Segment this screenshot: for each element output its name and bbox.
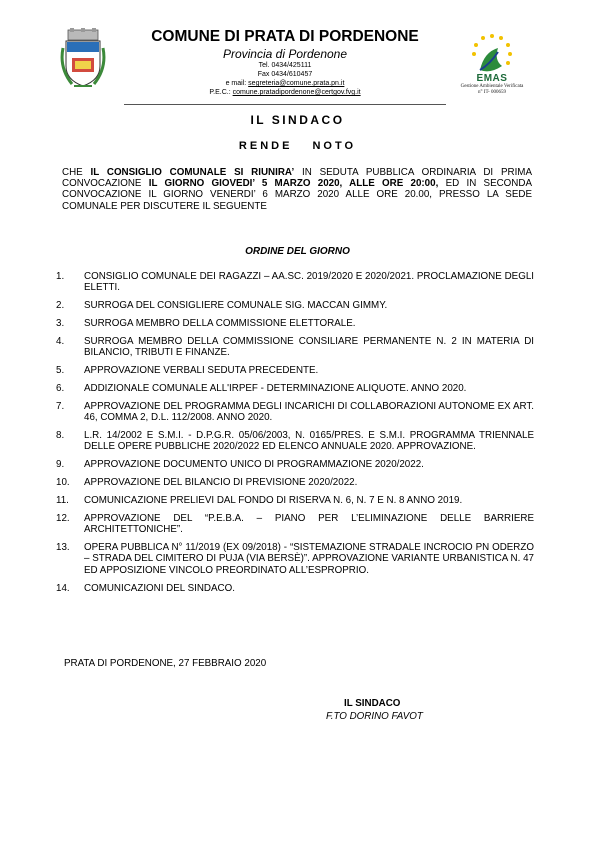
- agenda-item: [56, 383, 534, 394]
- agenda-item-number: 5.: [56, 365, 65, 377]
- emas-caption-line-1: Gestione Ambientale Verificata: [460, 84, 524, 89]
- agenda-item-text: L.R. 14/2002 E S.M.I. - D.P.G.R. 05/06/2003, N. 0165/PRES. E S.M.I. PROGRAMMA TRIENNALE DELLE OPERE PUBBLICHE 2020/2022 ED ELENCO ANNUALE 2020. APPROVAZIONE.: [84, 430, 534, 453]
- agenda-item-number: 8.: [56, 430, 65, 442]
- contact-tel: Tel. 0434/425111: [258, 62, 312, 69]
- agenda-item-number: 4.: [56, 335, 65, 347]
- contact-fax: Fax 0434/610457: [257, 71, 313, 78]
- agenda-item-number: 14.: [56, 582, 70, 594]
- agenda-item: [56, 401, 534, 424]
- agenda-item: [56, 583, 534, 594]
- agenda-item: [56, 513, 534, 536]
- issuer-heading: IL SINDACO: [250, 113, 345, 127]
- agenda-item: [56, 459, 534, 470]
- agenda-item-text: APPROVAZIONE DOCUMENTO UNICO DI PROGRAMMAZIONE 2020/2022.: [84, 459, 424, 471]
- intro-part-2: IL CONSIGLIO COMUNALE SI RIUNIRA’: [90, 167, 295, 178]
- agenda-item-text: SURROGA MEMBRO DELLA COMMISSIONE ELETTORALE.: [84, 318, 356, 330]
- agenda-item-text: ADDIZIONALE COMUNALE ALL'IRPEF - DETERMINAZIONE ALIQUOTE. ANNO 2020.: [84, 383, 467, 395]
- intro-part-1: CHE: [62, 167, 91, 178]
- intro-part-4: IL GIORNO GIOVEDI’ 5 MARZO 2020, ALLE ORE 20:00,: [148, 178, 439, 190]
- agenda-item-text: COMUNICAZIONE PRELIEVI DAL FONDO DI RISERVA N. 6, N. 7 E N. 8 ANNO 2019.: [84, 495, 463, 507]
- agenda-item-number: 11.: [56, 495, 69, 507]
- pec-label: P.E.C.:: [209, 89, 231, 96]
- agenda-item-text: OPERA PUBBLICA N° 11/2019 (EX 09/2018) - “SISTEMAZIONE STRADALE INCROCIO PN ODERZO – STRADA DEL CIMITERO DI PUJA (VIA BERSÈ)”. APPROVAZIONE VARIANTE URBANISTICA N. 47 ED APPOSIZIONE VINCOLO PREORDINATO ALL’ESPROPRIO.: [84, 542, 534, 576]
- emas-wordmark: EMAS: [476, 73, 508, 84]
- agenda-item-text: APPROVAZIONE DEL “P.E.B.A. – PIANO PER L’ELIMINAZIONE DELLE BARRIERE ARCHITETTONICHE”.: [84, 512, 534, 536]
- agenda-item-number: 1.: [56, 271, 65, 282]
- agenda-item-text: APPROVAZIONE DEL PROGRAMMA DEGLI INCARICHI DI COLLABORAZIONI AUTONOME EX ART. 46, COMMA 2, D.L. 112/2008. ANNO 2020.: [84, 400, 534, 424]
- agenda-item-text: APPROVAZIONE VERBALI SEDUTA PRECEDENTE.: [84, 365, 319, 377]
- agenda-item-number: 10.: [56, 477, 70, 489]
- agenda-title: ORDINE DEL GIORNO: [245, 246, 350, 257]
- agenda-item: [56, 430, 534, 453]
- agenda-item: [56, 300, 534, 311]
- agenda-item: [56, 542, 534, 576]
- agenda-item: [56, 318, 534, 329]
- emas-caption-line-2: n° IT- 000659: [478, 90, 506, 95]
- email-label: e mail:: [225, 80, 247, 87]
- header-divider: [124, 104, 446, 105]
- agenda-item-text: SURROGA DEL CONSIGLIERE COMUNALE SIG. MACCAN GIMMY.: [84, 300, 388, 312]
- email-link[interactable]: segreteria@comune.prata.pn.it: [248, 80, 345, 87]
- agenda-item-number: 3.: [56, 318, 65, 330]
- agenda-item: [56, 495, 534, 506]
- agenda-item-text: CONSIGLIO COMUNALE DEI RAGAZZI – AA.SC. 2019/2020 E 2020/2021. PROCLAMAZIONE DEGLI ELETTI.: [84, 271, 534, 294]
- intro-paragraph: [62, 167, 532, 212]
- agenda-item-number: 6.: [56, 383, 65, 395]
- intro-part-5: ED IN SECONDA CONVOCAZIONE IL GIORNO VENERDI’ 6 MARZO 2020 ALLE ORE 20.00, PRESSO LA SEDE COMUNALE PER DISCUTERE IL SEGUENTE: [62, 178, 532, 212]
- agenda-item-number: 12.: [56, 512, 70, 524]
- municipal-crest-icon: [60, 28, 106, 90]
- agenda-item: [56, 336, 534, 359]
- pec-link[interactable]: comune.pratadipordenone@certgov.fvg.it: [232, 89, 361, 96]
- agenda-list: [56, 271, 534, 601]
- emas-caption: [444, 84, 540, 96]
- signature-name: F.TO DORINO FAVOT: [326, 711, 423, 722]
- agenda-item: [56, 271, 534, 294]
- agenda-item-text: SURROGA MEMBRO DELLA COMMISSIONE CONSILIARE PERMANENTE N. 2 IN MATERIA DI BILANCIO, TRIBUTI E FINANZE.: [84, 335, 534, 359]
- agenda-item-number: 2.: [56, 300, 65, 312]
- province-subtitle: Provincia di Pordenone: [222, 47, 348, 61]
- agenda-item-number: 13.: [56, 542, 70, 554]
- contact-pec: [120, 89, 450, 98]
- intro-part-3: IN SEDUTA PUBBLICA ORDINARIA DI PRIMA CONVOCAZIONE: [62, 167, 532, 190]
- agenda-item-text: APPROVAZIONE DEL BILANCIO DI PREVISIONE 2020/2022.: [84, 477, 358, 489]
- signature-title: IL SINDACO: [344, 698, 401, 709]
- place-date: PRATA DI PORDENONE, 27 FEBBRAIO 2020: [64, 658, 267, 669]
- agenda-item: [56, 477, 534, 488]
- agenda-item-text: COMUNICAZIONI DEL SINDACO.: [84, 582, 235, 594]
- contact-email: [120, 80, 450, 89]
- agenda-item-number: 7.: [56, 400, 65, 412]
- announce-heading: RENDE NOTO: [238, 140, 357, 152]
- agenda-item: [56, 365, 534, 376]
- agenda-item-number: 9.: [56, 459, 65, 471]
- municipality-title: COMUNE DI PRATA DI PORDENONE: [151, 28, 419, 45]
